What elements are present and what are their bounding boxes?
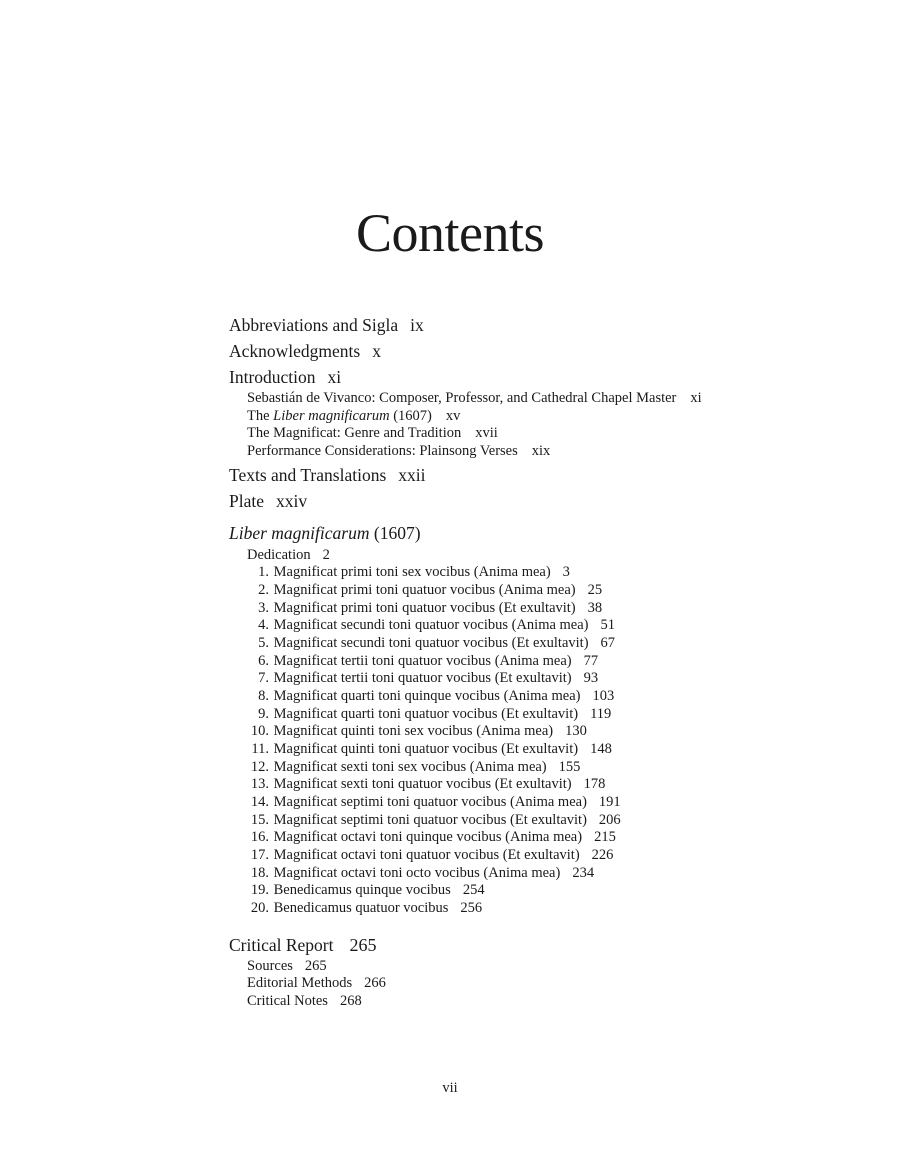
toc-entry-liber-magnificarum[interactable] — [229, 520, 849, 546]
toc-entry-page: ix — [410, 315, 424, 335]
toc-piece-entry[interactable] — [247, 653, 849, 671]
toc-entry-page: 265 — [349, 934, 377, 955]
toc-entry-page: 2 — [322, 547, 330, 564]
piece-label: Magnificat secundi toni quatuor vocibus (Et exultavit) — [273, 635, 589, 651]
piece-page: 130 — [565, 723, 587, 740]
toc-entry-label: Dedication — [247, 547, 311, 564]
toc-piece-entry[interactable] — [247, 900, 849, 918]
toc-piece-entry[interactable] — [247, 635, 849, 653]
piece-page: 148 — [590, 740, 612, 757]
piece-page: 77 — [583, 652, 599, 669]
toc-entry-page: 266 — [364, 975, 386, 992]
toc-entry-label-italic: Liber magnificarum — [273, 407, 390, 424]
toc-subentry-magnificat-genre[interactable] — [247, 425, 849, 443]
piece-number: 17. — [250, 846, 269, 863]
toc-piece-entry[interactable] — [247, 847, 849, 865]
piece-label: Magnificat quinti toni quatuor vocibus (Et exultavit) — [273, 740, 579, 757]
toc-entry-critical-report[interactable] — [229, 932, 849, 958]
piece-number: 15. — [250, 811, 269, 828]
piece-page: 103 — [592, 687, 615, 704]
toc-piece-entry[interactable] — [247, 582, 849, 600]
toc-piece-entry[interactable] — [247, 741, 849, 759]
piece-page: 254 — [462, 882, 485, 899]
piece-number: 1. — [258, 564, 269, 581]
toc-entry-label-post: (1607) — [369, 523, 421, 544]
introduction-subsections — [247, 390, 849, 460]
piece-number: 7. — [258, 670, 269, 687]
piece-number: 2. — [258, 582, 269, 599]
toc-entry-label: Critical Report — [229, 934, 334, 955]
piece-page: 67 — [600, 635, 616, 651]
toc-entry-label: The Magnificat: Genre and Tradition — [247, 425, 462, 442]
toc-entry-abbreviations[interactable] — [229, 312, 849, 338]
toc-subentry-vivanco[interactable] — [247, 390, 849, 408]
toc-entry-page: xix — [531, 442, 551, 459]
toc-entry-label: Sebastián de Vivanco: Composer, Professor, and Cathedral Chapel Master — [247, 390, 677, 406]
toc-entry-acknowledgments[interactable] — [229, 338, 849, 364]
toc-piece-entry[interactable] — [247, 759, 849, 777]
table-of-contents — [229, 312, 849, 1011]
toc-piece-entry[interactable] — [247, 723, 849, 741]
piece-number: 13. — [250, 776, 269, 793]
toc-piece-entry[interactable] — [247, 564, 849, 582]
piece-label: Benedicamus quatuor vocibus — [273, 899, 449, 916]
piece-page: 38 — [587, 599, 603, 616]
piece-label: Magnificat septimi toni quatuor vocibus (Et exultavit) — [273, 811, 587, 828]
piece-page: 215 — [594, 829, 616, 846]
toc-subentry-editorial-methods[interactable] — [247, 975, 849, 993]
toc-entry-page: xxii — [398, 465, 426, 486]
piece-label: Magnificat septimi toni quatuor vocibus (Anima mea) — [273, 793, 587, 810]
piece-page: 3 — [562, 564, 570, 581]
piece-page: 25 — [587, 582, 603, 599]
toc-entry-label: Introduction — [229, 367, 316, 387]
toc-entry-label-italic: Liber magnificarum — [229, 523, 370, 544]
toc-entry-label: Performance Considerations: Plainsong Verses — [247, 442, 518, 459]
toc-subentry-sources[interactable] — [247, 958, 849, 976]
toc-entry-label: Plate — [229, 491, 264, 512]
piece-number: 20. — [250, 899, 269, 916]
toc-entry-introduction[interactable] — [229, 364, 849, 390]
piece-label: Magnificat sexti toni quatuor vocibus (Et exultavit) — [273, 776, 572, 793]
toc-piece-entry[interactable] — [247, 670, 849, 688]
magnificat-pieces-list — [247, 564, 849, 917]
toc-piece-entry[interactable] — [247, 794, 849, 812]
page-title: Contents — [355, 203, 544, 263]
piece-label: Magnificat primi toni quatuor vocibus (Anima mea) — [273, 582, 576, 599]
toc-piece-entry[interactable] — [247, 812, 849, 830]
toc-entry-page: x — [372, 341, 381, 361]
piece-label: Magnificat tertii toni quatuor vocibus (Anima mea) — [273, 652, 572, 669]
toc-piece-entry[interactable] — [247, 776, 849, 794]
toc-entry-label-post: (1607) — [389, 407, 432, 424]
toc-piece-entry[interactable] — [247, 617, 849, 635]
piece-label: Magnificat sexti toni sex vocibus (Anima mea) — [273, 758, 547, 775]
piece-number: 19. — [250, 882, 269, 899]
piece-number: 16. — [250, 829, 269, 846]
piece-number: 4. — [258, 617, 269, 634]
toc-piece-entry[interactable] — [247, 688, 849, 706]
toc-entry-texts-translations[interactable] — [229, 462, 849, 488]
toc-entry-page: xi — [327, 367, 342, 387]
toc-piece-entry[interactable] — [247, 865, 849, 883]
piece-number: 11. — [251, 740, 269, 757]
toc-entry-page: xxiv — [276, 491, 308, 512]
piece-page: 155 — [558, 758, 581, 775]
piece-label: Magnificat octavi toni octo vocibus (Anima mea) — [273, 864, 561, 881]
piece-number: 8. — [258, 687, 269, 704]
piece-label: Magnificat octavi toni quatuor vocibus (Et exultavit) — [273, 846, 580, 863]
toc-entry-page: xv — [445, 407, 461, 424]
toc-entry-label: Texts and Translations — [229, 465, 387, 486]
piece-label: Magnificat primi toni quatuor vocibus (Et exultavit) — [273, 599, 576, 616]
critical-report-subsections — [247, 958, 849, 1011]
piece-number: 5. — [258, 635, 269, 651]
toc-entry-label-pre: The — [247, 407, 274, 424]
piece-page: 206 — [598, 811, 621, 828]
piece-label: Magnificat octavi toni quinque vocibus (Anima mea) — [273, 829, 583, 846]
piece-page: 93 — [583, 670, 599, 687]
piece-number: 18. — [250, 864, 269, 881]
piece-label: Magnificat quarti toni quatuor vocibus (Et exultavit) — [273, 705, 579, 722]
toc-entry-page: xvii — [475, 425, 498, 442]
piece-page: 226 — [591, 846, 614, 863]
toc-entry-page: xi — [690, 390, 702, 406]
toc-subentry-dedication[interactable] — [247, 546, 849, 564]
piece-page: 256 — [460, 899, 483, 916]
toc-subentry-performance[interactable] — [247, 443, 849, 461]
toc-entry-label: Critical Notes — [247, 993, 328, 1010]
piece-label: Magnificat primi toni sex vocibus (Anima mea) — [273, 564, 551, 581]
toc-entry-page: 265 — [304, 957, 327, 974]
toc-entry-label: Editorial Methods — [247, 975, 353, 992]
piece-number: 12. — [250, 758, 269, 775]
toc-entry-label: Abbreviations and Sigla — [229, 315, 399, 335]
toc-piece-entry[interactable] — [247, 600, 849, 618]
piece-label: Magnificat tertii toni quatuor vocibus (Et exultavit) — [273, 670, 572, 687]
toc-piece-entry[interactable] — [247, 706, 849, 724]
page-number: vii — [442, 1080, 458, 1096]
toc-entry-plate[interactable] — [229, 488, 849, 514]
piece-label: Magnificat quinti toni sex vocibus (Anima mea) — [273, 723, 554, 740]
toc-subentry-liber[interactable] — [247, 408, 849, 426]
piece-page: 191 — [598, 793, 621, 810]
piece-number: 6. — [258, 652, 269, 669]
piece-number: 3. — [258, 599, 269, 616]
piece-number: 14. — [250, 793, 269, 810]
toc-entry-label: Acknowledgments — [229, 341, 361, 361]
piece-number: 9. — [258, 705, 269, 722]
toc-entry-page: 268 — [339, 993, 362, 1010]
toc-subentry-critical-notes[interactable] — [247, 993, 849, 1011]
piece-label: Magnificat secundi toni quatuor vocibus (Anima mea) — [273, 617, 589, 634]
piece-page: 178 — [583, 776, 606, 793]
toc-entry-label: Sources — [247, 957, 293, 974]
piece-page: 119 — [590, 705, 612, 722]
piece-label: Benedicamus quinque vocibus — [273, 882, 451, 899]
toc-piece-entry[interactable] — [247, 829, 849, 847]
piece-label: Magnificat quarti toni quinque vocibus (Anima mea) — [273, 687, 581, 704]
piece-page: 51 — [600, 617, 616, 634]
toc-piece-entry[interactable] — [247, 882, 849, 900]
piece-page: 234 — [572, 864, 595, 881]
piece-number: 10. — [250, 723, 269, 740]
